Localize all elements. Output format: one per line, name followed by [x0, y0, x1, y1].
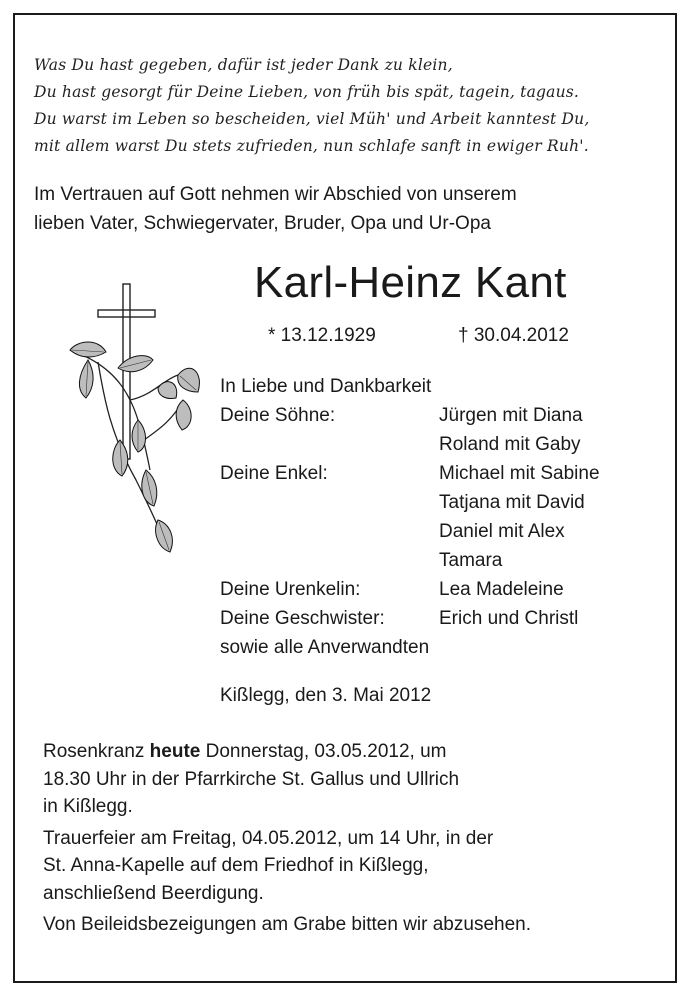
relative-names: Michael mit Sabine [439, 463, 600, 484]
family-row [220, 401, 660, 430]
intro-text [34, 180, 659, 238]
memorial-poem [34, 52, 659, 160]
funeral-info: Trauerfeier am Freitag, 04.05.2012, um 14 Uhr, in der St. Anna-Kapelle auf dem Friedhof in Kißlegg, anschließend Beerdigung. [43, 827, 494, 904]
family-row [220, 459, 660, 488]
relative-names: Lea Madeleine [439, 579, 564, 600]
relation-label: Deine Geschwister: [220, 608, 385, 629]
intro-line: lieben Vater, Schwiegervater, Bruder, Opa und Ur-Opa [34, 213, 491, 234]
family-closing: sowie alle Anverwandten [220, 637, 430, 658]
cross-with-leaves-icon [58, 280, 208, 580]
birth-date: * 13.12.1929 [268, 325, 376, 346]
family-row [220, 546, 660, 575]
relation-label: Deine Urenkelin: [220, 579, 361, 600]
family-heading: In Liebe und Dankbarkeit [220, 376, 432, 397]
family-row [220, 575, 660, 604]
family-row [220, 604, 660, 633]
poem-line: Was Du hast gegeben, dafür ist jeder Dank zu klein, [34, 56, 453, 74]
poem-line: Du warst im Leben so bescheiden, viel Müh' und Arbeit kanntest Du, [34, 110, 590, 128]
family-row [220, 430, 660, 459]
relative-names: Daniel mit Alex [439, 521, 565, 542]
rosary-info: Rosenkranz heute Donnerstag, 03.05.2012, um 18.30 Uhr in der Pfarrkirche St. Gallus und Ullrich in Kißlegg. [43, 741, 460, 817]
poem-line: Du hast gesorgt für Deine Lieben, von früh bis spät, tagein, tagaus. [34, 83, 580, 101]
family-row [220, 517, 660, 546]
today-emphasis: heute [149, 741, 201, 762]
relation-label: Deine Enkel: [220, 463, 328, 484]
relative-names: Erich und Christl [439, 608, 579, 629]
family-row [220, 488, 660, 517]
poem-line: mit allem warst Du stets zufrieden, nun schlafe sanft in ewiger Ruh'. [34, 137, 589, 155]
relative-names: Jürgen mit Diana [439, 405, 583, 426]
relation-label: Deine Söhne: [220, 405, 336, 426]
condolence-note: Von Beileidsbezeigungen am Grabe bitten wir abzusehen. [43, 914, 531, 935]
relative-names: Tatjana mit David [439, 492, 585, 513]
family-list [220, 372, 660, 662]
service-info [43, 738, 663, 943]
place-and-date: Kißlegg, den 3. Mai 2012 [220, 685, 432, 706]
death-date: † 30.04.2012 [458, 325, 569, 346]
relative-names: Tamara [439, 550, 503, 571]
intro-line: Im Vertrauen auf Gott nehmen wir Abschied von unserem [34, 184, 517, 205]
deceased-name: Karl-Heinz Kant [254, 258, 567, 307]
relative-names: Roland mit Gaby [439, 434, 581, 455]
